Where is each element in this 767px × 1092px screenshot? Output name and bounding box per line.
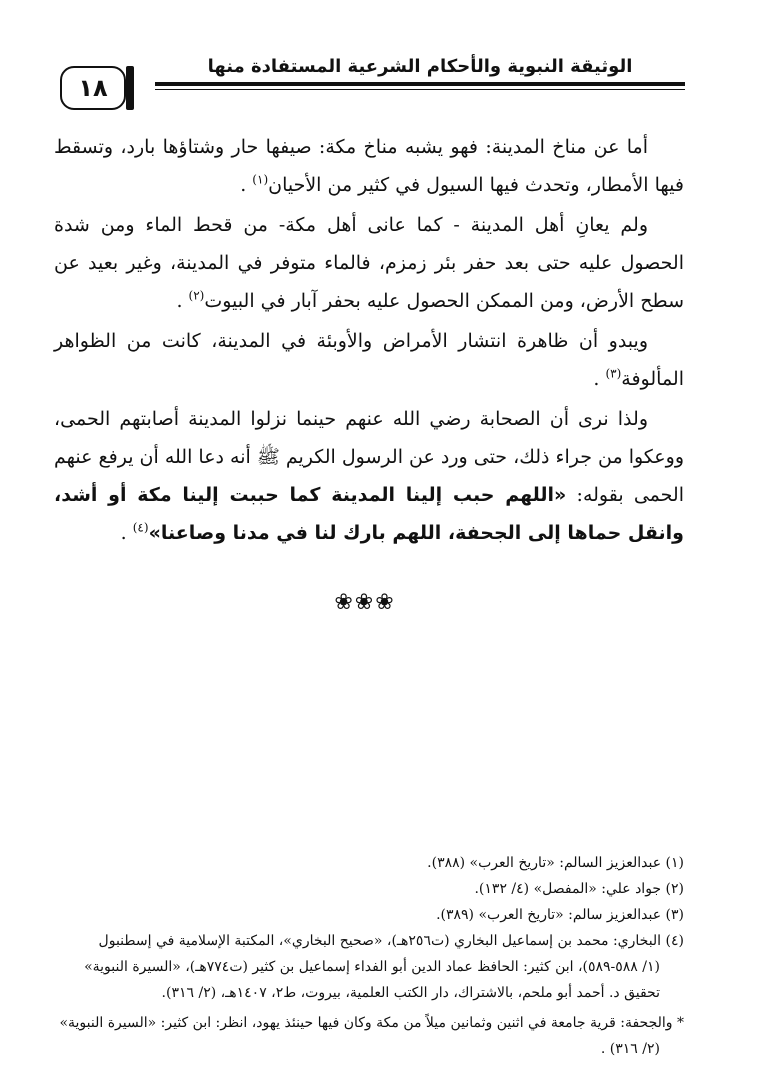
page-number-bracket xyxy=(126,66,134,110)
footnote-4-cont: تحقيق د. أحمد أبو ملحم، بالاشتراك، دار الكتب العلمية، بيروت، ط٢، ١٤٠٧هـ، (٢/ ٣١٦). xyxy=(161,985,660,1001)
footnote-ref: (١) xyxy=(252,172,269,187)
footnote-3: (٣) عبدالعزيز سالم: «تاريخ العرب» (٣٨٩). xyxy=(436,907,684,923)
footnote-star: * والجحفة: قرية جامعة في اثنين وثمانين ميلاً من مكة وكان فيها حينئذ يهود، انظر: ابن كثير: «السيرة النبوية» xyxy=(59,1015,684,1031)
page-header xyxy=(60,48,685,108)
running-title: الوثيقة النبوية والأحكام الشرعية المستفادة منها xyxy=(207,56,633,77)
paragraph-diseases: ويبدو أن ظاهرة انتشار الأمراض والأوبئة في المدينة، كانت من الظواهر المألوفة$^{(٣)}$ . xyxy=(54,330,684,390)
paragraph-water: ولم يعانِ أهل المدينة - كما عانى أهل مكة- من قحط الماء ومن شدة الحصول عليه حتى بعد حفر بئر زمزم، فالماء متوفر في المدينة، وغير بعيد عن سطح الأرض، ومن الممكن الحصول عليه بحفر آبار في البيوت$^{(٢)}$ . xyxy=(54,214,684,312)
footnote-ref: (٢) xyxy=(188,288,205,303)
footnotes xyxy=(54,850,684,1062)
footnote-4: (٤) البخاري: محمد بن إسماعيل البخاري (ت٢٥٦هـ)، «صحيح البخاري»، المكتبة الإسلامية في إسطنبول xyxy=(98,933,684,949)
paragraph-hadith: ولذا نرى أن الصحابة رضي الله عنهم حينما نزلوا المدينة أصابتهم الحمى، ووعكوا من جراء ذلك، حتى ورد عن الرسول الكريم ﷺ أنه دعا الله أن يرفع عنهم الحمى بقوله: «اللهم حبب إلينا المدينة كما حببت إلينا مكة أو أشد، وانقل حماها إلى الجحفة، اللهم بارك لنا في مدنا وصاعنا»$^{(٤)}$ . xyxy=(54,408,684,544)
footnote-star-cont: (٢/ ٣١٦) . xyxy=(600,1041,660,1057)
paragraph-climate: أما عن مناخ المدينة: فهو يشبه مناخ مكة: صيفها حار وشتاؤها بارد، وتسقط فيها الأمطار، وتحدث فيها السيول في كثير من الأحيان$^{(١)}$ . xyxy=(54,136,684,196)
section-ornament: ❀❀❀ xyxy=(334,590,396,615)
footnote-1: (١) عبدالعزيز السالم: «تاريخ العرب» (٣٨٨). xyxy=(427,855,684,871)
page-number: ١٨ xyxy=(60,66,126,110)
footnote-ref: (٤) xyxy=(132,520,149,535)
footnote-4-cont: (١/ ٥٨٨-٥٨٩)، ابن كثير: الحافظ عماد الدين أبو الفداء إسماعيل بن كثير (ت٧٧٤هـ)، «السيرة النبوية» xyxy=(84,959,660,975)
header-rule-thick xyxy=(155,82,685,86)
header-rule-thin xyxy=(155,89,685,90)
hadith-quote: «اللهم حبب إلينا المدينة كما حببت إلينا مكة أو أشد، وانقل حماها إلى الجحفة، اللهم بارك لنا في مدنا وصاعنا» xyxy=(54,484,684,544)
main-text xyxy=(54,128,684,552)
footnote-2: (٢) جواد علي: «المفصل» (٤/ ١٣٢). xyxy=(474,881,684,897)
footnote-ref: (٣) xyxy=(605,366,622,381)
